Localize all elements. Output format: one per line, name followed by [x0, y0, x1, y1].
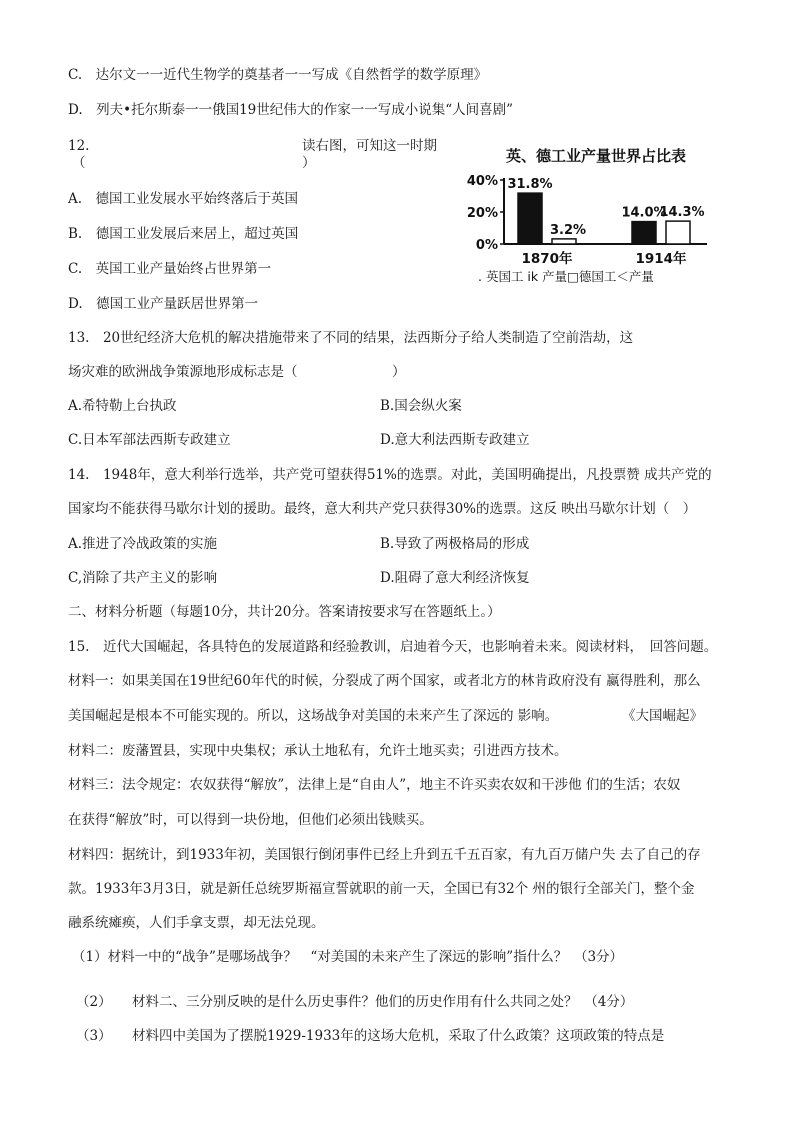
q13-option-b: B.国会纵火案 [380, 398, 462, 414]
q11-option-d: D. 列夫•托尔斯泰一一俄国19世纪伟大的作家一一写成小说集“人间喜剧” [68, 102, 514, 118]
q14-option-c: C,消除了共产主义的影响 [68, 570, 218, 586]
material-3-line1: 材料三：法令规定：农奴获得“解放”，法律上是“自由人”，地主不许买卖农奴和干涉他 们的生活；农奴 [68, 777, 681, 793]
q13-option-d: D.意大利法西斯专政建立 [380, 432, 530, 448]
y-tick-label: 40% [466, 174, 498, 189]
q14-option-d: D.阻碍了意大利经济恢复 [380, 570, 530, 586]
x-category-label: 1914年 [635, 251, 687, 267]
q14-option-a: A.推进了冷战政策的实施 [68, 536, 218, 552]
q15-sub-question-3-number: （3） [76, 1028, 112, 1044]
q15-sub-question-2: 材料二、三分别反映的是什么历史事件？他们的历史作用有什么共同之处？ （4分） [132, 994, 634, 1010]
bar-value-label: 14.3% [659, 205, 705, 221]
material-2: 材料二：废藩置县，实现中央集权；承认土地私有，允许土地买卖；引进西方技术。 [68, 743, 568, 759]
bar [666, 221, 690, 244]
q12-stem: 读右图，可知这一时期 [302, 138, 437, 154]
material-3-line2: 在获得“解放”时，可以得到一块份地，但他们必须出钱赎买。 [68, 812, 433, 828]
q12-option-c: C. 英国工业产量始终占世界第一 [68, 261, 272, 277]
q13-stem-line2: 场灾难的欧洲战争策源地形成标志是（ ） [68, 364, 406, 380]
q15-sub-question-1: （1）材料一中的“战争”是哪场战争？ “对美国的未来产生了深远的影响”指什么？ （3分） [72, 949, 624, 965]
material-1-line1: 材料一：如果美国在19世纪60年代的时候，分裂成了两个国家，或者北方的林肯政府没有 赢得胜利，那么 [68, 673, 701, 689]
material-4-line2: 款。1933年3月3日，就是新任总统罗斯福宣誓就职的前一天，全国已有32个 州的银行全部关门，整个金 [68, 881, 695, 897]
y-tick-label: 20% [466, 206, 498, 221]
q13-option-a: A.希特勒上台执政 [68, 398, 177, 414]
q15-sub-question-2-number: （2） [76, 994, 112, 1010]
material-4-line3: 融系统瘫痪，人们手拿支票，却无法兑现。 [68, 915, 325, 931]
material-1-source: 《大国崛起》 [622, 708, 703, 724]
chart-legend: . 英国工 ik 产量□德国工＜产量 [478, 269, 654, 284]
bar-value-label: 31.8% [507, 177, 553, 193]
bar-value-label: 3.2% [549, 222, 587, 238]
chart-title: 英、德工业产量世界占比表 [505, 147, 687, 165]
q14-option-b: B.导致了两极格局的形成 [380, 536, 530, 552]
q12-option-a: A. 德国工业发展水平始终落后于英国 [68, 191, 299, 207]
q12-number: 12. [68, 138, 90, 154]
q15-intro: 15. 近代大国崛起，各具特色的发展道路和经验教训，启迪着今天，也影响着未来。阅读材料， 回答问题。 [68, 639, 718, 655]
industrial-share-chart [462, 140, 712, 290]
bar [632, 222, 656, 244]
q15-sub-question-3: 材料四中美国为了摆脱1929-1933年的这场大危机，采取了什么政策？这项政策的特点是 [132, 1028, 665, 1044]
q14-stem-line1: 14. 1948年，意大利举行选举，共产党可望获得51%的选票。对此，美国明确提出，凡投票赞 成共产党的 [68, 467, 712, 483]
x-category-label: 1870年 [521, 251, 573, 267]
material-4-line1: 材料四：据统计，到1933年初，美国银行倒闭事件已经上升到五千五百家，有九百万储户失 去了自己的存 [68, 847, 701, 863]
bar [518, 193, 542, 244]
material-1-line2: 美国崛起是根本不可能实现的。所以，这场战争对美国的未来产生了深远的 影响。 [68, 708, 559, 724]
section-heading: 二、材料分析题（每题10分，共计20分。答案请按要求写在答题纸上。） [68, 604, 501, 620]
y-tick-label: 0% [475, 238, 498, 253]
q12-option-d: D. 德国工业产量跃居世界第一 [68, 296, 259, 312]
q12-paren-open: （ [72, 155, 86, 171]
q12-paren-close: ） [302, 155, 316, 171]
chart-svg [462, 140, 712, 290]
q13-option-c: C.日本军部法西斯专政建立 [68, 432, 231, 448]
q11-option-c: C. 达尔文一一近代生物学的奠基者一一写成《自然哲学的数学原理》 [68, 67, 488, 83]
bar-value-label: 14.0% [621, 205, 667, 221]
q14-stem-line2: 国家均不能获得马歇尔计划的援助。最终，意大利共产党只获得30%的选票。这反 映出马歇尔计划（ ） [68, 501, 697, 517]
q13-stem-line1: 13. 20世纪经济大危机的解决措施带来了不同的结果，法西斯分子给人类制造了空前浩劫，这 [68, 330, 634, 346]
bar [552, 239, 576, 244]
q12-option-b: B. 德国工业发展后来居上，超过英国 [68, 226, 299, 242]
